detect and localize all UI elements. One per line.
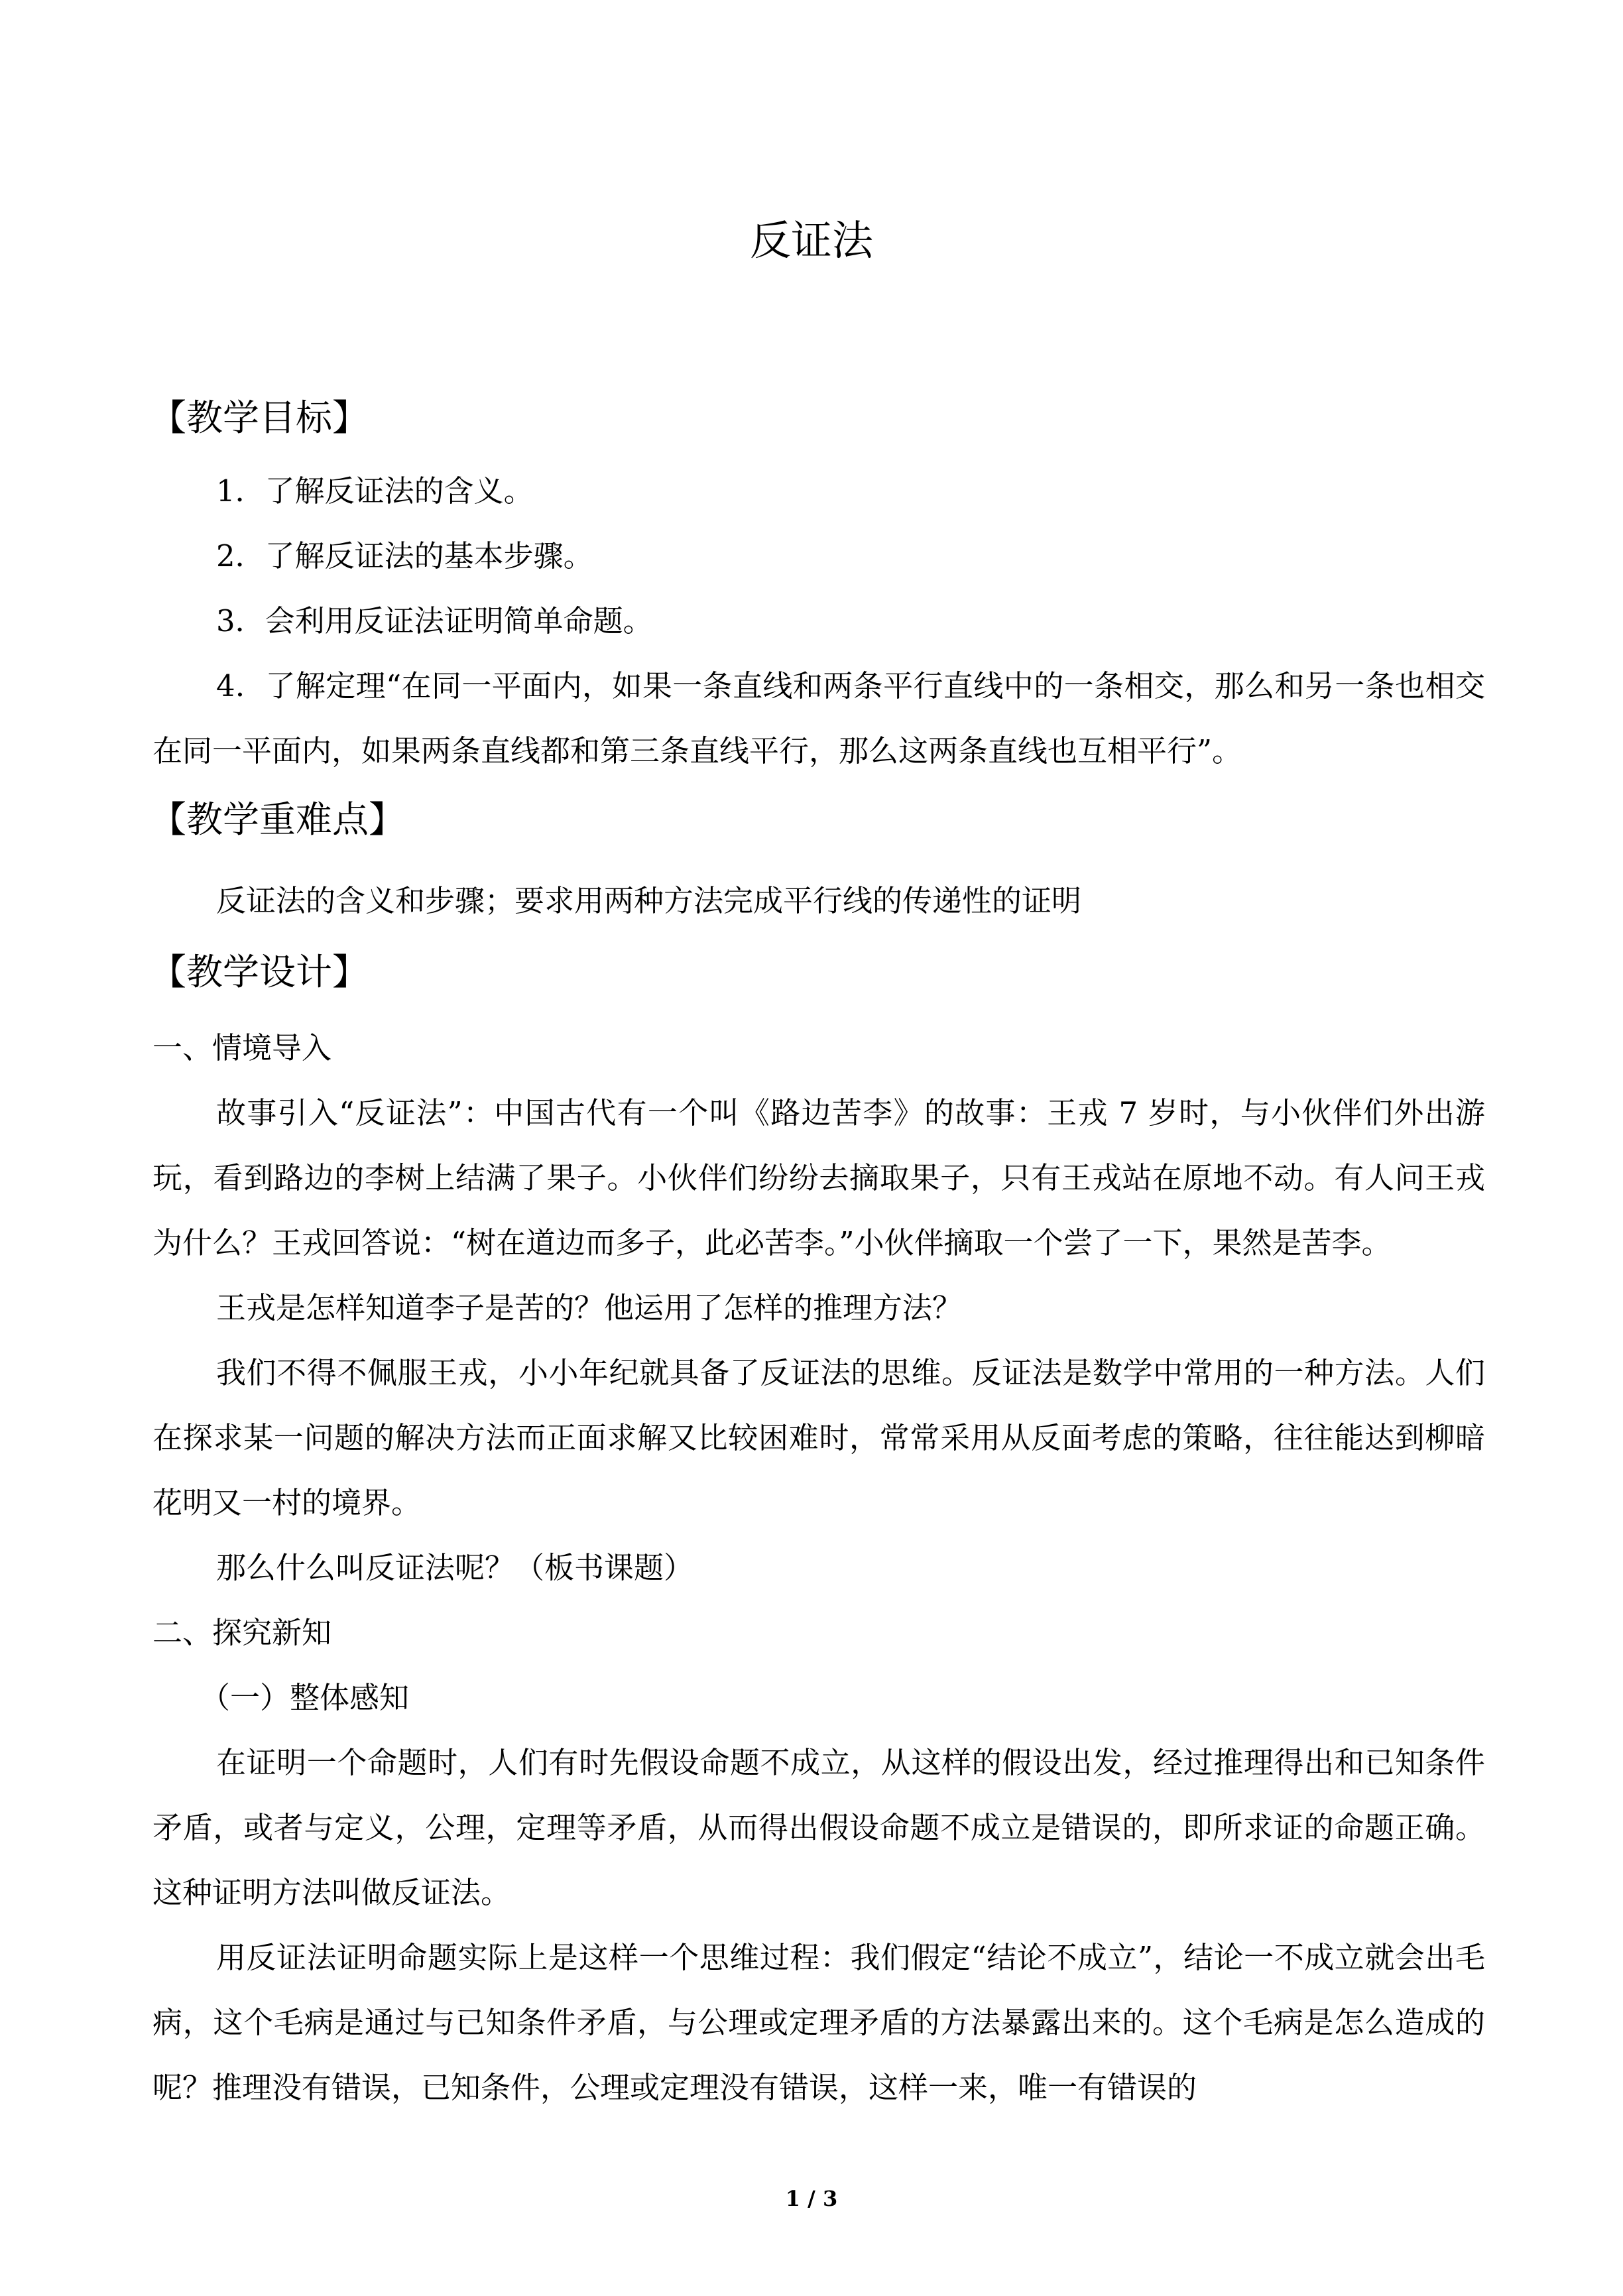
section-heading-key-points: 【教学重难点】 <box>150 798 406 841</box>
paragraph: 故事引入“反证法”：中国古代有一个叫《路边苦李》的故事：王戎 7 岁时，与小伙伴们外出游玩，看到路边的李树上结满了果子。小伙伴们纷纷去摘取果子，只有王戎站在原地不动。有人问王戎为什么？王戎回答说：“树在道边而多子，此必苦李。”小伙伴摘取一个尝了一下，果然是苦李。 <box>152 1095 1485 1260</box>
paragraph: 那么什么叫反证法呢？（板书课题） <box>216 1550 694 1585</box>
paragraph: 在证明一个命题时，人们有时先假设命题不成立，从这样的假设出发，经过推理得出和已知条件矛盾，或者与定义，公理，定理等矛盾，从而得出假设命题不成立是错误的，即所求证的命题正确。这种证明方法叫做反证法。 <box>152 1745 1485 1910</box>
part-heading-situation-intro: 一、情境导入 <box>152 1030 332 1065</box>
part-heading-explore: 二、探究新知 <box>152 1615 332 1650</box>
paragraph: 我们不得不佩服王戎，小小年纪就具备了反证法的思维。反证法是数学中常用的一种方法。人们在探求某一问题的解决方法而正面求解又比较困难时，常常采用从反面考虑的策略，往往能达到柳暗花明又一村的境界。 <box>152 1355 1485 1520</box>
objective-item: 4．了解定理“在同一平面内，如果一条直线和两条平行直线中的一条相交，那么和另一条也相交在同一平面内，如果两条直线都和第三条直线平行，那么这两条直线也互相平行”。 <box>152 668 1485 768</box>
paragraph: 用反证法证明命题实际上是这样一个思维过程：我们假定“结论不成立”，结论一不成立就会出毛病，这个毛病是通过与已知条件矛盾，与公理或定理矛盾的方法暴露出来的。这个毛病是怎么造成的呢？推理没有错误，已知条件，公理或定理没有错误，这样一来，唯一有错误的 <box>152 1940 1485 2105</box>
sub-heading-overall-perception: （一）整体感知 <box>200 1680 410 1715</box>
page-number: 1 / 3 <box>785 2186 838 2211</box>
paragraph: 王戎是怎样知道李子是苦的？他运用了怎样的推理方法？ <box>216 1290 963 1325</box>
objective-item: 2．了解反证法的基本步骤。 <box>216 538 593 574</box>
document-body <box>152 385 1485 2120</box>
objectives-list <box>152 459 1485 784</box>
key-points-text: 反证法的含义和步骤；要求用两种方法完成平行线的传递性的证明 <box>216 883 1082 918</box>
page-title: 反证法 <box>749 216 873 265</box>
section-heading-design: 【教学设计】 <box>150 951 369 993</box>
section-heading-objectives: 【教学目标】 <box>150 396 369 439</box>
objective-item: 1．了解反证法的含义。 <box>216 473 534 509</box>
objective-item: 3．会利用反证法证明简单命题。 <box>216 603 653 638</box>
